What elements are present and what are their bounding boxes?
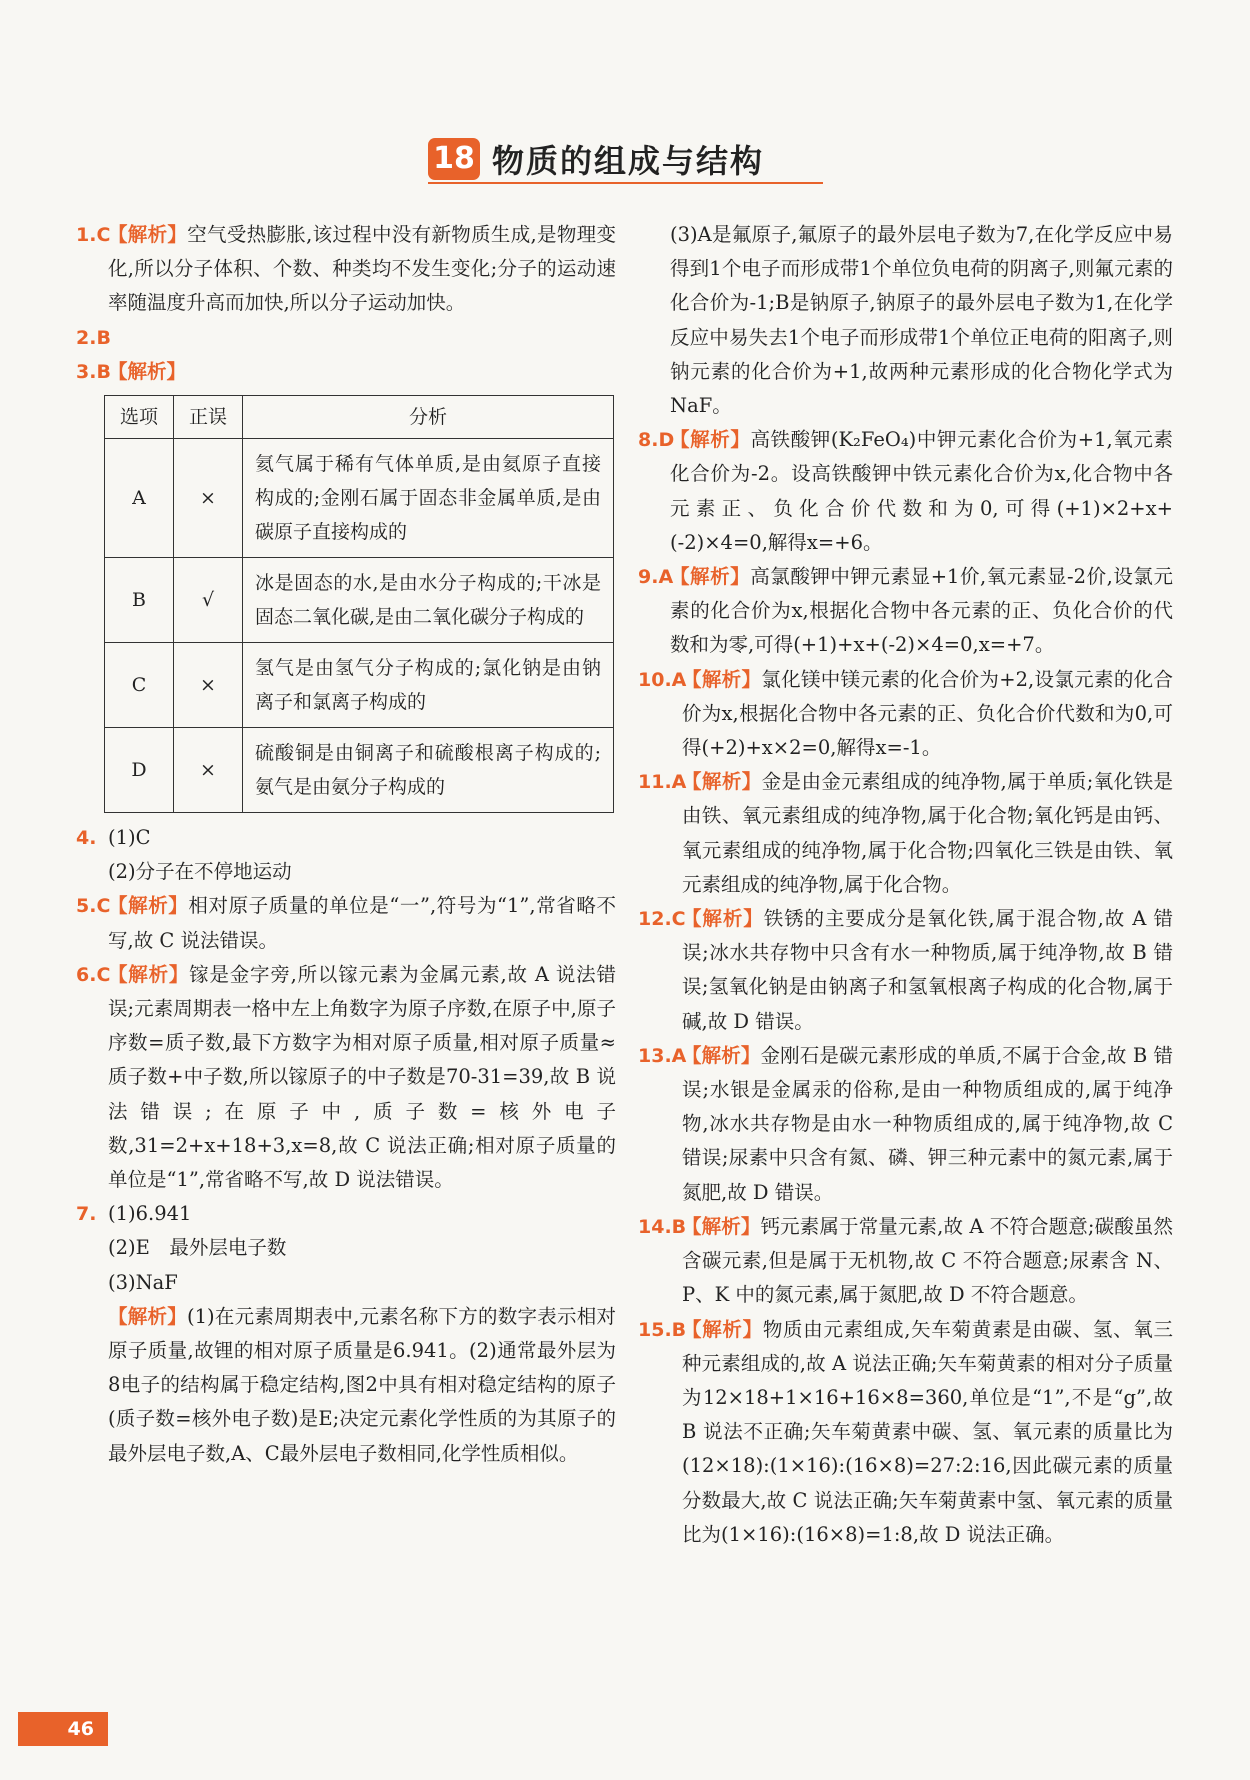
answer-text: 钙元素属于常量元素,故 A 不符合题意;碳酸虽然含碳元素,但是属于无机物,故 C 不符合题意;尿素含 N、P、K 中的氮元素,属于氮肥,故 D 不符合题意。 — [682, 1214, 1173, 1307]
option-cell: D — [105, 728, 174, 813]
answer-number: 13.A — [638, 1044, 687, 1067]
answer-text: 空气受热膨胀,该过程中没有新物质生成,是物理变化,所以分子体积、个数、种类均不发生变化;分子的运动速率随温度升高而加快,所以分子运动加快。 — [108, 223, 616, 315]
answer-text: 相对原子质量的单位是“一”,符号为“1”,常省略不写,故 C 说法错误。 — [108, 894, 616, 952]
chapter-title: 物质的组成与结构 — [492, 142, 765, 180]
chapter-number-badge: 18 — [428, 138, 480, 180]
analysis-tag: 【解析】 — [108, 962, 190, 986]
option-cell: A — [105, 439, 174, 558]
answer-item-9 — [638, 560, 1173, 663]
analysis-tag: 【解析】 — [108, 223, 188, 246]
answer-item-5 — [76, 889, 616, 957]
analysis-tag: 【解析】 — [682, 1214, 761, 1238]
answer-number: 12.C — [638, 908, 686, 931]
answer-text: 铁锈的主要成分是氧化铁,属于混合物,故 A 错误;冰水共存物中只含有水一种物质,属于纯净物,故 B 错误;氢氧化钠是由钠离子和氢氧根离子构成的化合物,属于碱,故 D 错误。 — [682, 907, 1173, 1033]
sub-answer: (3)NaF — [108, 1270, 178, 1294]
answer-item-11 — [638, 765, 1173, 902]
answer-text: 高氯酸钾中钾元素显+1价,氧元素显-2价,设氯元素的化合价为x,根据化合物中各元素的正、负化合价的代数和为零,可得(+1)+x+(-2)×4=0,x=+7。 — [670, 565, 1173, 657]
table-row — [105, 558, 614, 643]
option-cell: B — [105, 558, 174, 643]
analysis-tag: 【解析】 — [670, 428, 751, 452]
answer-text: 物质由元素组成,矢车菊黄素是由碳、氢、氧三种元素组成的,故 A 说法正确;矢车菊黄素的相对分子质量为12×18+1×16+16×8=360,单位是“1”,不是“g”,故 B 说法不正确;矢车菊黄素中碳、氢、氧元素的质量比为(12×18):(1×16):(16×8)=27:2:16,因此碳元素的质量分数最大,故 C 说法正确;矢车菊黄素中氢、氧元素的质量比为(1×16):(16×8)=1:8,故 D 说法正确。 — [682, 1317, 1173, 1546]
answer-number: 2.B — [76, 326, 111, 349]
option-cell: C — [105, 643, 174, 728]
answer-number: 15.B — [638, 1318, 687, 1341]
answer-number: 8.D — [638, 429, 675, 452]
analysis-tag: 【解析】 — [682, 1043, 761, 1067]
answer-item-1 — [76, 218, 616, 321]
answer-number: 11.A — [638, 771, 687, 794]
answer-text: 高铁酸钾(K₂FeO₄)中钾元素化合价为+1,氧元素化合价为-2。设高铁酸钾中铁元素化合价为x,化合物中各元素正、负化合价代数和为0,可得(+1)×2+x+(-2)×4=0,解得x=+6。 — [670, 428, 1173, 554]
sub-answer: (2)E 最外层电子数 — [108, 1236, 287, 1260]
left-column — [76, 218, 616, 1471]
answer-item-12 — [638, 902, 1173, 1039]
analysis-tag: 【解析】 — [682, 770, 762, 794]
answer-item-4 — [76, 821, 616, 889]
sub-answer: (2)分子在不停地运动 — [108, 860, 292, 884]
sub-answer: (1)6.941 — [108, 1202, 192, 1226]
analysis-tag: 【解析】 — [682, 1317, 763, 1341]
analysis-tag: 【解析】 — [108, 1304, 187, 1328]
sub-answer: (1)C — [108, 826, 151, 850]
mark-cell: √ — [174, 558, 243, 643]
table-row — [105, 439, 614, 558]
analysis-cell: 氦气属于稀有气体单质,是由氦原子直接构成的;金刚石属于固态非金属单质,是由碳原子直接构成的 — [243, 439, 614, 558]
answer-number: 10.A — [638, 668, 687, 691]
analysis-tag: 【解析】 — [108, 359, 187, 383]
answer-item-10 — [638, 663, 1173, 766]
mark-cell: × — [174, 728, 243, 813]
answer-item-13 — [638, 1039, 1173, 1210]
answer-number: 9.A — [638, 566, 674, 589]
answer-item-2 — [76, 321, 616, 355]
page-number: 46 — [18, 1712, 108, 1746]
analysis-cell: 冰是固态的水,是由水分子构成的;干冰是固态二氧化碳,是由二氧化碳分子构成的 — [243, 558, 614, 643]
answer-number: 5.C — [76, 895, 111, 918]
table-row — [105, 643, 614, 728]
answer-number: 4. — [76, 827, 97, 850]
chapter-header — [428, 134, 823, 184]
answer-item-15 — [638, 1313, 1173, 1552]
analysis-tag: 【解析】 — [682, 667, 762, 691]
answer-text: 金刚石是碳元素形成的单质,不属于合金,故 B 错误;水银是金属汞的俗称,是由一种物质组成的,属于纯净物,冰水共存物是由水一种物质组成的,属于纯净物,故 C 错误;尿素中只含有氮、磷、钾三种元素中的氮元素,属于氮肥,故 D 错误。 — [682, 1043, 1173, 1204]
answer-item-3 — [76, 355, 616, 389]
table-header-row — [105, 396, 614, 439]
analysis-tag: 【解析】 — [682, 907, 764, 931]
answer-number: 1.C — [76, 224, 111, 246]
answer-number: 6.C — [76, 963, 111, 986]
answer-text: 氯化镁中镁元素的化合价为+2,设氯元素的化合价为x,根据化合物中各元素的正、负化合价代数和为0,可得(+2)+x×2=0,解得x=-1。 — [682, 667, 1173, 760]
answer-item-14 — [638, 1210, 1173, 1313]
answer-number: 7. — [76, 1203, 97, 1226]
answer-text: (3)A是氟原子,氟原子的最外层电子数为7,在化学反应中易得到1个电子而形成带1个单位负电荷的阴离子,则氟元素的化合价为-1;B是钠原子,钠原子的最外层电子数为1,在化学反应中易失去1个电子而形成带1个单位正电荷的阳离子,则钠元素的化合价为+1,故两种元素形成的化合物化学式为NaF。 — [670, 223, 1173, 418]
answer-item-7 — [76, 1197, 616, 1471]
analysis-table — [104, 395, 614, 813]
answer-number: 14.B — [638, 1215, 687, 1238]
answer-item-8 — [638, 423, 1173, 560]
analysis-tag: 【解析】 — [108, 894, 189, 918]
mark-cell: × — [174, 643, 243, 728]
answer-number: 3.B — [76, 360, 111, 383]
table-header: 正误 — [174, 396, 243, 439]
answer-text: 镓是金字旁,所以镓元素为金属元素,故 A 说法错误;元素周期表一格中左上角数字为原子序数,在原子中,原子序数=质子数,最下方数字为相对原子质量,相对原子质量≈质子数+中子数,所以镓原子的中子数是70-31=39,故 B 说法错误;在原子中,质子数=核外电子数,31=2+x+18+3,x=8,故 C 说法正确;相对原子质量的单位是“1”,常省略不写,故 D 说法错误。 — [108, 962, 616, 1192]
analysis-tag: 【解析】 — [670, 565, 751, 589]
answer-item-6 — [76, 958, 616, 1197]
analysis-cell: 硫酸铜是由铜离子和硫酸根离子构成的;氨气是由氨分子构成的 — [243, 728, 614, 813]
answer-text: 金是由金元素组成的纯净物,属于单质;氧化铁是由铁、氧元素组成的纯净物,属于化合物;氧化钙是由钙、氧元素组成的纯净物,属于化合物;四氧化三铁是由铁、氧元素组成的纯净物,属于化合物。 — [682, 770, 1173, 896]
analysis-cell: 氢气是由氢气分子构成的;氯化钠是由钠离子和氯离子构成的 — [243, 643, 614, 728]
right-column — [638, 218, 1173, 1552]
mark-cell: × — [174, 439, 243, 558]
table-header: 分析 — [243, 396, 614, 439]
table-row — [105, 728, 614, 813]
answer-text: (1)在元素周期表中,元素名称下方的数字表示相对原子质量,故锂的相对原子质量是6.941。(2)通常最外层为8电子的结构属于稳定结构,图2中具有相对稳定结构的原子(质子数=核外电子数)是E;决定元素化学性质的为其原子的最外层电子数,A、C最外层电子数相同,化学性质相似。 — [108, 1304, 616, 1465]
table-header: 选项 — [105, 396, 174, 439]
answer-item-7-continued — [638, 218, 1173, 423]
